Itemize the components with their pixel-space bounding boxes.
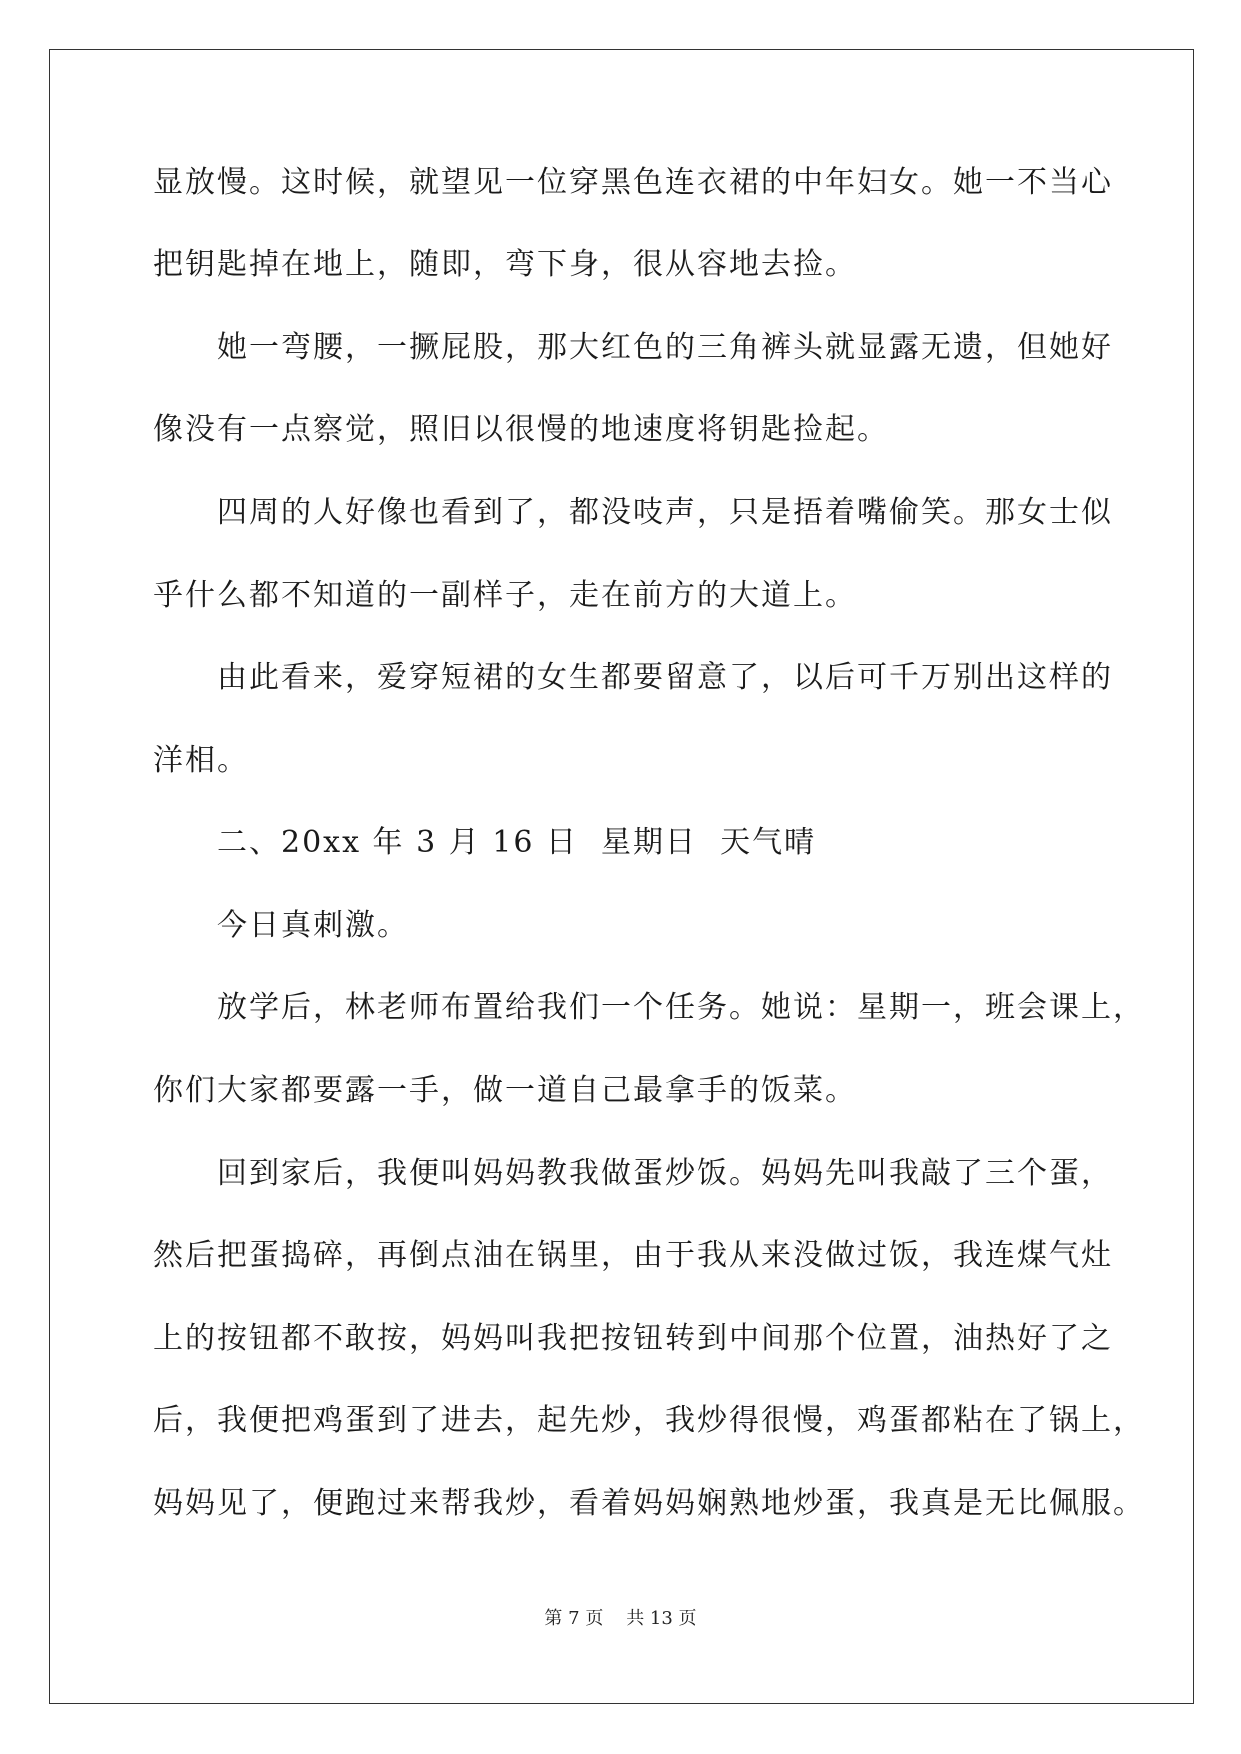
diary-date-heading: 二、20xx 年 3 月 16 日 星期日 天气晴	[217, 825, 817, 860]
paragraph-first-line: 由此看来，爱穿短裙的女生都要留意了，以后可千万别出这样的	[217, 660, 1113, 695]
page-number-footer: 第 7 页 共 13 页	[544, 1608, 697, 1629]
text-line: 你们大家都要露一手，做一道自己最拿手的饭菜。	[153, 1073, 857, 1108]
text-line: 把钥匙掉在地上，随即，弯下身，很从容地去捡。	[153, 247, 857, 282]
paragraph-first-line: 今日真刺激。	[217, 908, 409, 943]
text-line: 像没有一点察觉，照旧以很慢的地速度将钥匙捡起。	[153, 412, 889, 447]
text-line: 洋相。	[153, 743, 249, 778]
text-line: 妈妈见了，便跑过来帮我炒，看着妈妈娴熟地炒蛋，我真是无比佩服。	[153, 1486, 1145, 1521]
text-line: 显放慢。这时候，就望见一位穿黑色连衣裙的中年妇女。她一不当心	[153, 165, 1113, 200]
paragraph-first-line: 四周的人好像也看到了，都没吱声，只是捂着嘴偷笑。那女士似	[217, 495, 1113, 530]
paragraph-first-line: 她一弯腰，一撅屁股，那大红色的三角裤头就显露无遗，但她好	[217, 330, 1113, 365]
paragraph-first-line: 回到家后，我便叫妈妈教我做蛋炒饭。妈妈先叫我敲了三个蛋，	[217, 1156, 1113, 1191]
page-border	[49, 49, 1194, 1704]
paragraph-first-line: 放学后，林老师布置给我们一个任务。她说：星期一，班会课上，	[217, 990, 1145, 1025]
text-line: 后，我便把鸡蛋到了进去，起先炒，我炒得很慢，鸡蛋都粘在了锅上，	[153, 1403, 1145, 1438]
text-line: 上的按钮都不敢按，妈妈叫我把按钮转到中间那个位置，油热好了之	[153, 1321, 1113, 1356]
text-line: 然后把蛋捣碎，再倒点油在锅里，由于我从来没做过饭，我连煤气灶	[153, 1238, 1113, 1273]
text-line: 乎什么都不知道的一副样子，走在前方的大道上。	[153, 578, 857, 613]
